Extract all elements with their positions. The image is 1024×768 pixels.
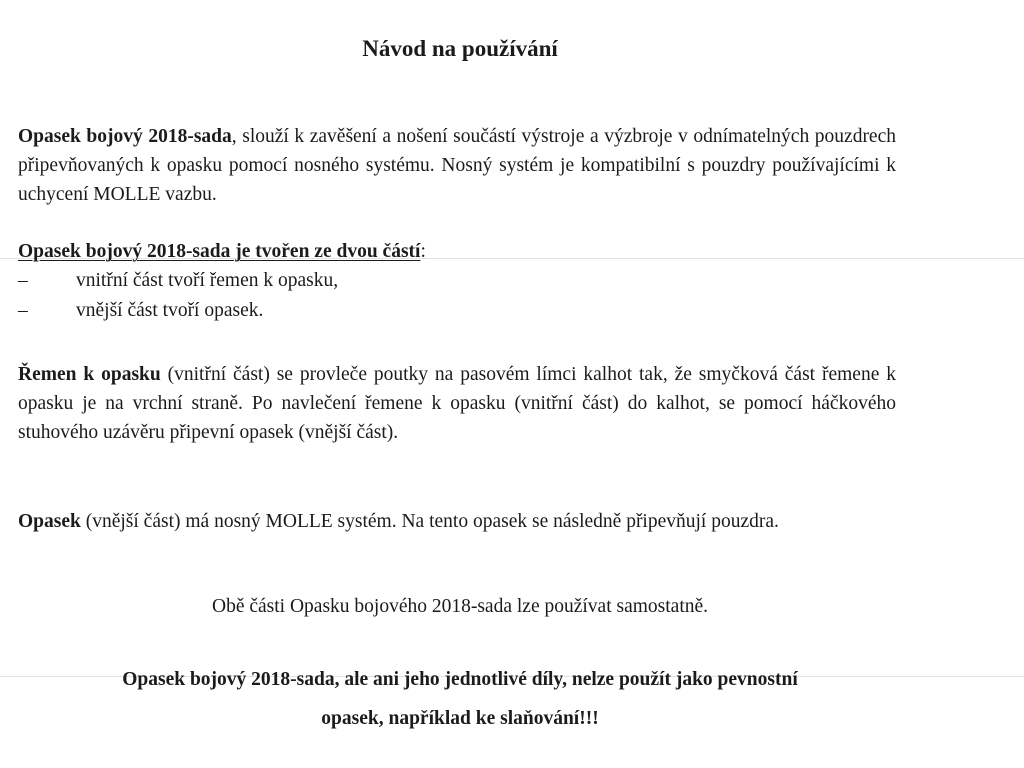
parts-heading-colon: :: [420, 241, 426, 262]
list-dash: –: [18, 270, 28, 291]
page-title: Návod na používání: [362, 36, 558, 61]
usage-note: Obě části Opasku bojového 2018-sada lze používat samostatně.: [211, 596, 709, 617]
intro-bold: Opasek bojový 2018-sada: [18, 126, 232, 147]
list-item: [18, 270, 338, 292]
intro-text: , slouží k zavěšení a nošení součástí výstroje a výzbroje v odnímatelných pouzdrech připevňovaných k opasku pomocí nosného systému. Nosný systém je kompatibilní s pouzdry používajícími k uchycení MOLLE vazbu.: [18, 126, 896, 205]
warning-line-1: Opasek bojový 2018-sada, ale ani jeho jednotlivé díly, nelze použít jako pevnostní: [122, 669, 798, 690]
list-item: [18, 300, 263, 322]
strap-bold: Řemen k opasku: [18, 364, 161, 385]
warning-line-2: opasek, například ke slaňování!!!: [321, 708, 599, 729]
list-dash: –: [18, 300, 28, 321]
belt-text: (vnější část) má nosný MOLLE systém. Na tento opasek se následně připevňují pouzdra.: [80, 511, 779, 532]
parts-heading-text: Opasek bojový 2018-sada je tvořen ze dvou částí: [18, 241, 421, 262]
list-item-text: vnitřní část tvoří řemen k opasku,: [76, 270, 339, 291]
list-item-text: vnější část tvoří opasek.: [76, 300, 264, 321]
strap-paragraph: [18, 360, 896, 447]
parts-heading: [18, 241, 426, 263]
belt-paragraph: [18, 507, 896, 536]
strap-text: (vnitřní část) se provleče poutky na pasovém límci kalhot tak, že smyčková část řemene k opasku je na vrchní straně. Po navlečení řemene k opasku (vnitřní část) do kalhot, se pomocí háčkového stuhového uzávěru připevní opasek (vnější část).: [18, 364, 896, 443]
intro-paragraph: [18, 122, 896, 209]
belt-bold: Opasek: [18, 511, 81, 532]
